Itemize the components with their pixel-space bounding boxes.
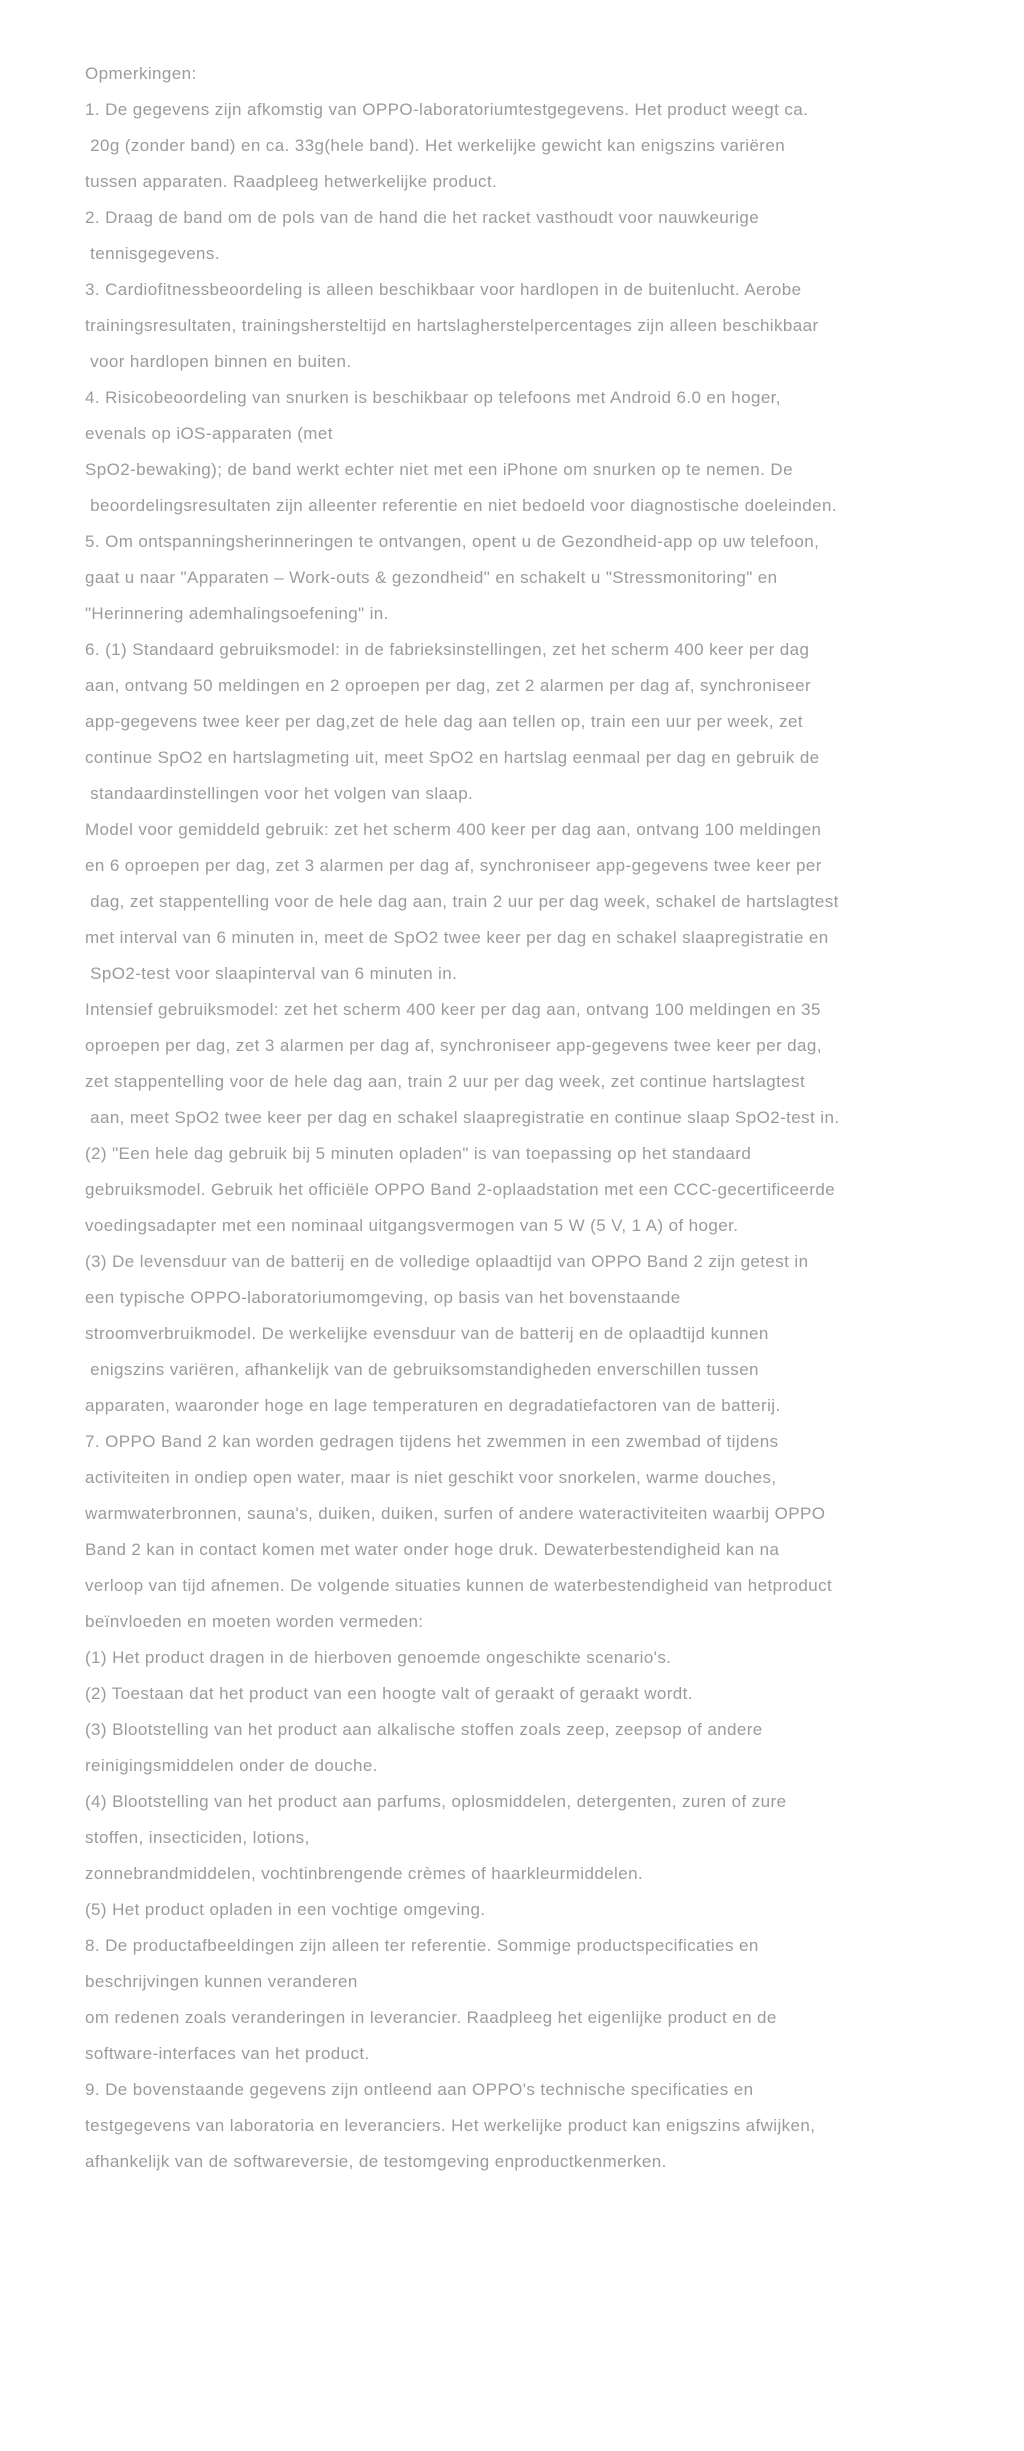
notes-line: 4. Risicobeoordeling van snurken is beschikbaar op telefoons met Android 6.0 en hoger, [85, 388, 781, 407]
notes-line: enigszins variëren, afhankelijk van de gebruiksomstandigheden enverschillen tussen [85, 1360, 759, 1379]
notes-line: aan, meet SpO2 twee keer per dag en schakel slaapregistratie en continue slaap SpO2-test in. [85, 1108, 840, 1127]
notes-line: 5. Om ontspanningsherinneringen te ontvangen, opent u de Gezondheid-app op uw telefoon, [85, 532, 820, 551]
notes-line: 8. De productafbeeldingen zijn alleen ter referentie. Sommige productspecificaties en [85, 1936, 759, 1955]
notes-line: (4) Blootstelling van het product aan parfums, oplosmiddelen, detergenten, zuren of zure [85, 1792, 787, 1811]
notes-line: Band 2 kan in contact komen met water onder hoge druk. Dewaterbestendigheid kan na [85, 1540, 780, 1559]
notes-line: warmwaterbronnen, sauna's, duiken, duiken, surfen of andere wateractiviteiten waarbij OPPO [85, 1504, 826, 1523]
notes-line: dag, zet stappentelling voor de hele dag aan, train 2 uur per dag week, schakel de hartslagtest [85, 892, 839, 911]
notes-line: tussen apparaten. Raadpleeg hetwerkelijke product. [85, 172, 498, 191]
notes-line: "Herinnering ademhalingsoefening" in. [85, 604, 389, 623]
notes-line: oproepen per dag, zet 3 alarmen per dag af, synchroniseer app-gegevens twee keer per dag, [85, 1036, 822, 1055]
notes-line: trainingsresultaten, trainingshersteltijd en hartslagherstelpercentages zijn alleen beschikbaar [85, 316, 819, 335]
notes-line: Model voor gemiddeld gebruik: zet het scherm 400 keer per dag aan, ontvang 100 meldingen [85, 820, 822, 839]
notes-line: stoffen, insecticiden, lotions, [85, 1828, 310, 1847]
notes-line: software-interfaces van het product. [85, 2044, 370, 2063]
notes-line: gaat u naar "Apparaten – Work-outs & gezondheid" en schakelt u "Stressmonitoring" en [85, 568, 778, 587]
notes-line: (3) Blootstelling van het product aan alkalische stoffen zoals zeep, zeepsop of andere [85, 1720, 763, 1739]
notes-line: beïnvloeden en moeten worden vermeden: [85, 1612, 424, 1631]
notes-line: zet stappentelling voor de hele dag aan, train 2 uur per dag week, zet continue hartslagtest [85, 1072, 806, 1091]
notes-line: (5) Het product opladen in een vochtige omgeving. [85, 1900, 486, 1919]
notes-line: (3) De levensduur van de batterij en de volledige oplaadtijd van OPPO Band 2 zijn getest in [85, 1252, 809, 1271]
notes-line: afhankelijk van de softwareversie, de testomgeving enproductkenmerken. [85, 2152, 667, 2171]
notes-line: aan, ontvang 50 meldingen en 2 oproepen per dag, zet 2 alarmen per dag af, synchroniseer [85, 676, 812, 695]
notes-line: (1) Het product dragen in de hierboven genoemde ongeschikte scenario's. [85, 1648, 672, 1667]
notes-line: beoordelingsresultaten zijn alleenter referentie en niet bedoeld voor diagnostische doeleinden. [85, 496, 837, 515]
notes-line: 1. De gegevens zijn afkomstig van OPPO-laboratoriumtestgegevens. Het product weegt ca. [85, 100, 809, 119]
notes-line: 6. (1) Standaard gebruiksmodel: in de fabrieksinstellingen, zet het scherm 400 keer per dag [85, 640, 810, 659]
notes-line: zonnebrandmiddelen, vochtinbrengende crèmes of haarkleurmiddelen. [85, 1864, 644, 1883]
notes-line: evenals op iOS-apparaten (met [85, 424, 333, 443]
notes-line: 7. OPPO Band 2 kan worden gedragen tijdens het zwemmen in een zwembad of tijdens [85, 1432, 779, 1451]
notes-line: gebruiksmodel. Gebruik het officiële OPPO Band 2-oplaadstation met een CCC-gecertificeerde [85, 1180, 836, 1199]
notes-line: testgegevens van laboratoria en leveranciers. Het werkelijke product kan enigszins afwijken, [85, 2116, 816, 2135]
notes-line: SpO2-test voor slaapinterval van 6 minuten in. [85, 964, 458, 983]
notes-line: voor hardlopen binnen en buiten. [85, 352, 352, 371]
notes-line: 3. Cardiofitnessbeoordeling is alleen beschikbaar voor hardlopen in de buitenlucht. Aerobe [85, 280, 802, 299]
notes-heading: Opmerkingen: [85, 64, 197, 83]
notes-line: 2. Draag de band om de pols van de hand die het racket vasthoudt voor nauwkeurige [85, 208, 760, 227]
notes-line: SpO2-bewaking); de band werkt echter niet met een iPhone om snurken op te nemen. De [85, 460, 793, 479]
notes-line: Intensief gebruiksmodel: zet het scherm 400 keer per dag aan, ontvang 100 meldingen en 35 [85, 1000, 821, 1019]
notes-line: reinigingsmiddelen onder de douche. [85, 1756, 378, 1775]
notes-line: (2) Toestaan dat het product van een hoogte valt of geraakt of geraakt wordt. [85, 1684, 693, 1703]
notes-line: met interval van 6 minuten in, meet de SpO2 twee keer per dag en schakel slaapregistratie en [85, 928, 829, 947]
notes-line: beschrijvingen kunnen veranderen [85, 1972, 358, 1991]
notes-line: apparaten, waaronder hoge en lage temperaturen en degradatiefactoren van de batterij. [85, 1396, 781, 1415]
notes-line: tennisgegevens. [85, 244, 220, 263]
notes-line: verloop van tijd afnemen. De volgende situaties kunnen de waterbestendigheid van hetproduct [85, 1576, 833, 1595]
notes-line: activiteiten in ondiep open water, maar is niet geschikt voor snorkelen, warme douches, [85, 1468, 777, 1487]
notes-line: (2) "Een hele dag gebruik bij 5 minuten opladen" is van toepassing op het standaard [85, 1144, 752, 1163]
notes-line: en 6 oproepen per dag, zet 3 alarmen per dag af, synchroniseer app-gegevens twee keer per [85, 856, 822, 875]
notes-line: 20g (zonder band) en ca. 33g(hele band). Het werkelijke gewicht kan enigszins variëren [85, 136, 786, 155]
notes-line: 9. De bovenstaande gegevens zijn ontleend aan OPPO's technische specificaties en [85, 2080, 754, 2099]
notes-line: een typische OPPO-laboratoriumomgeving, op basis van het bovenstaande [85, 1288, 681, 1307]
notes-line: app-gegevens twee keer per dag,zet de hele dag aan tellen op, train een uur per week, zet [85, 712, 803, 731]
notes-line: standaardinstellingen voor het volgen van slaap. [85, 784, 474, 803]
notes-line: om redenen zoals veranderingen in leverancier. Raadpleeg het eigenlijke product en de [85, 2008, 777, 2027]
notes-line: voedingsadapter met een nominaal uitgangsvermogen van 5 W (5 V, 1 A) of hoger. [85, 1216, 739, 1235]
notes-line: continue SpO2 en hartslagmeting uit, meet SpO2 en hartslag eenmaal per dag en gebruik de [85, 748, 820, 767]
notes-line: stroomverbruikmodel. De werkelijke evensduur van de batterij en de oplaadtijd kunnen [85, 1324, 769, 1343]
